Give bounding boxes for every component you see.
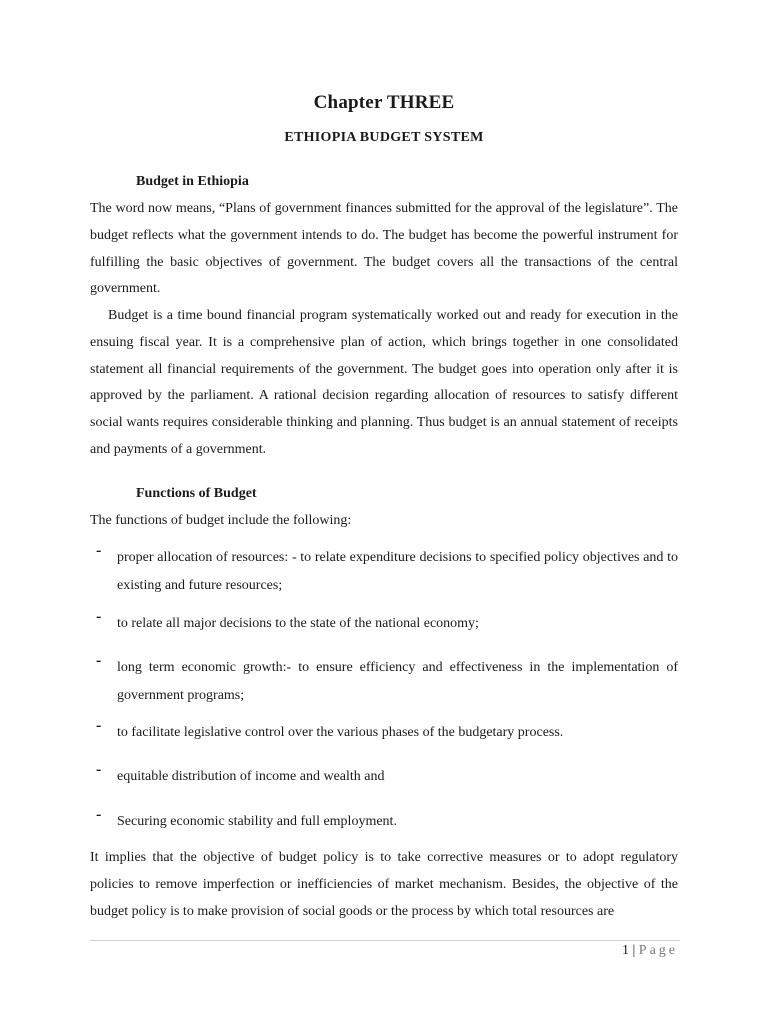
list-item-text: to relate all major decisions to the state of the national economy; (117, 616, 479, 631)
dash-bullet-icon: - (96, 717, 102, 734)
list-item (96, 763, 678, 791)
paragraph-budget-definition: The word now means, “Plans of government finances submitted for the approval of the legislature”. The budget reflects what the government intends to do. The budget has become the powerful instrument for fulfilling the basic objectives of government. The budget covers all the transactions of the central government. (90, 201, 678, 297)
dash-bullet-icon: - (96, 652, 102, 669)
list-item-text: Securing economic stability and full employment. (117, 814, 397, 829)
list-item-text: proper allocation of resources: - to relate expenditure decisions to specified policy objectives and to existing and future resources; (117, 550, 678, 593)
list-item (96, 654, 678, 710)
dash-bullet-icon: - (96, 542, 102, 559)
paragraph-budget-policy-objective: It implies that the objective of budget policy is to take corrective measures or to adopt regulatory policies to remove imperfection or inefficiencies of market mechanism. Besides, the objective of the budget policy is to make provision of social goods or the process by which total resources are (90, 850, 678, 919)
chapter-title: Chapter THREE (313, 92, 455, 113)
paragraph-budget-plan: Budget is a time bound financial program systematically worked out and ready for execution in the ensuing fiscal year. It is a comprehensive plan of action, which brings together in one consolidated statement all financial requirements of the government. The budget goes into operation only after it is approved by the parliament. A rational decision regarding allocation of resources to satisfy different social wants requires considerable thinking and planning. Thus budget is an annual statement of receipts and payments of a government. (90, 308, 678, 457)
section-heading-budget-in-ethiopia: Budget in Ethiopia (136, 174, 249, 189)
dash-bullet-icon: - (96, 761, 102, 778)
page-footer (622, 943, 678, 959)
list-item (96, 610, 678, 638)
list-item (96, 544, 678, 600)
list-item-text: long term economic growth:- to ensure efficiency and effectiveness in the implementation of government programs; (117, 660, 678, 703)
page-label: Page (638, 943, 678, 958)
dash-bullet-icon: - (96, 806, 102, 823)
chapter-subtitle: ETHIOPIA BUDGET SYSTEM (284, 130, 484, 145)
list-item-text: to facilitate legislative control over the various phases of the budgetary process. (117, 725, 564, 740)
list-item-text: equitable distribution of income and wealth and (117, 769, 385, 784)
list-item (96, 808, 678, 836)
footer-divider (90, 940, 680, 941)
paragraph-functions-intro: The functions of budget include the following: (90, 513, 352, 528)
section-heading-functions-of-budget: Functions of Budget (136, 486, 257, 501)
list-item (96, 719, 678, 747)
page-number: 1 (621, 943, 629, 958)
dash-bullet-icon: - (96, 608, 102, 625)
page-separator: | (632, 943, 636, 958)
